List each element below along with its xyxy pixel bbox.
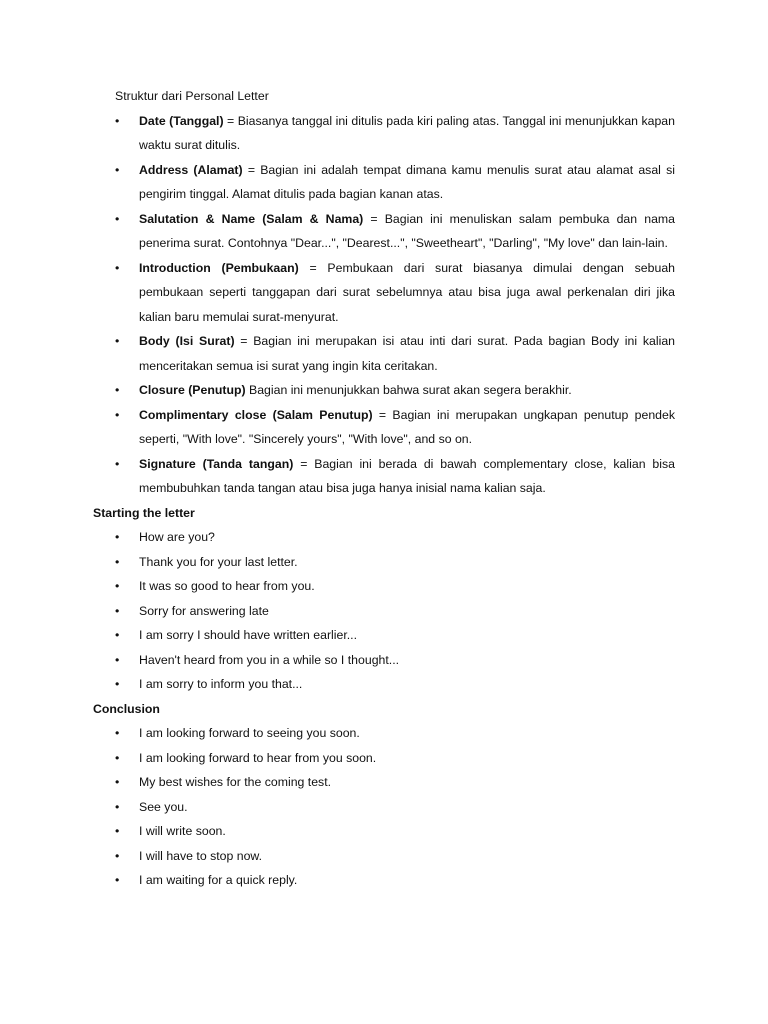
list-item: [115, 819, 675, 844]
description: Bagian ini menunjukkan bahwa surat akan segera berakhir.: [245, 383, 572, 397]
list-item: [115, 868, 675, 893]
item-text: See you.: [139, 799, 188, 814]
item-text: I am looking forward to hear from you soon.: [139, 750, 377, 765]
list-item: [115, 550, 675, 575]
item-text: I am looking forward to seeing you soon.: [139, 726, 360, 740]
term: Introduction (Pembukaan): [139, 260, 299, 275]
item-text: Sorry for answering late: [139, 603, 269, 618]
list-item: [115, 623, 675, 648]
list-item: [115, 844, 675, 869]
list-item: [115, 795, 675, 820]
term: Date (Tanggal): [139, 113, 224, 128]
conclusion-heading: Conclusion: [93, 701, 160, 716]
list-item: [115, 648, 675, 673]
bullet-icon: •: [115, 113, 120, 128]
list-item: [115, 599, 675, 624]
starting-list: [0, 525, 768, 697]
bullet-icon: •: [115, 677, 120, 691]
bullet-icon: •: [115, 652, 120, 667]
list-item: [115, 109, 675, 158]
bullet-icon: •: [115, 799, 120, 814]
list-item: [115, 378, 675, 403]
document-page: [0, 84, 768, 893]
list-item: [115, 329, 675, 378]
section-title: Struktur dari Personal Letter: [115, 89, 269, 103]
list-item: [115, 721, 675, 746]
bullet-icon: •: [115, 824, 120, 838]
item-text: I am sorry to inform you that...: [139, 677, 303, 691]
term: Address (Alamat): [139, 162, 243, 177]
item-text: Haven't heard from you in a while so I thought...: [139, 652, 400, 667]
bullet-icon: •: [115, 211, 120, 226]
bullet-icon: •: [115, 260, 120, 275]
bullet-icon: •: [115, 530, 120, 544]
bullet-icon: •: [115, 162, 120, 177]
bullet-icon: •: [115, 628, 120, 642]
starting-heading: Starting the letter: [93, 505, 195, 520]
bullet-icon: •: [115, 407, 120, 422]
description: = Bagian ini merupakan ungkapan penutup pendek seperti, "With love". "Sincerely yours", "With love", and so on.: [139, 407, 675, 446]
list-item: [115, 256, 675, 330]
description: = Bagian ini menuliskan salam pembuka dan nama penerima surat. Contohnya "Dear...", "Dearest...", "Sweetheart", "Darling", "My love" dan lain-lain.: [139, 211, 675, 250]
list-item: [115, 672, 675, 697]
description: = Bagian ini berada di bawah complementary close, kalian bisa membubuhkan tanda tangan atau bisa juga hanya inisial nama kalian saja.: [139, 456, 675, 495]
item-text: It was so good to hear from you.: [139, 579, 315, 593]
bullet-icon: •: [115, 726, 120, 740]
term: Signature (Tanda tangan): [139, 456, 294, 471]
description: = Biasanya tanggal ini ditulis pada kiri paling atas. Tanggal ini menunjukkan kapan waktu surat ditulis.: [139, 113, 675, 152]
term: Closure (Penutup): [139, 383, 246, 397]
term: Complimentary close (Salam Penutup): [139, 407, 373, 422]
list-item: [115, 207, 675, 256]
bullet-icon: •: [115, 775, 120, 789]
term: Salutation & Name (Salam & Nama): [139, 211, 364, 226]
bullet-icon: •: [115, 334, 120, 348]
bullet-icon: •: [115, 456, 120, 471]
item-text: My best wishes for the coming test.: [139, 775, 332, 789]
item-text: I am sorry I should have written earlier...: [139, 628, 358, 642]
item-text: I will write soon.: [139, 824, 226, 838]
bullet-icon: •: [115, 554, 120, 569]
conclusion-list: [0, 721, 768, 893]
bullet-icon: •: [115, 579, 120, 593]
list-item: [115, 452, 675, 501]
term: Body (Isi Surat): [139, 334, 235, 348]
bullet-icon: •: [115, 873, 120, 887]
list-item: [115, 770, 675, 795]
description: = Bagian ini merupakan isi atau inti dari surat. Pada bagian Body ini kalian menceritakan semua isi surat yang ingin kita ceritakan.: [139, 334, 675, 373]
item-text: I am waiting for a quick reply.: [139, 873, 298, 887]
item-text: I will have to stop now.: [139, 848, 263, 863]
bullet-icon: •: [115, 848, 120, 863]
list-item: [115, 158, 675, 207]
item-text: Thank you for your last letter.: [139, 554, 298, 569]
list-item: [115, 525, 675, 550]
list-item: [115, 746, 675, 771]
description: = Pembukaan dari surat biasanya dimulai dengan sebuah pembukaan seperti tanggapan dari surat sebelumnya atau bisa juga awal perkenalan diri jika kalian baru memulai surat-menyurat.: [139, 260, 675, 324]
item-text: How are you?: [139, 530, 215, 544]
list-item: [115, 403, 675, 452]
structure-list: [0, 109, 768, 501]
bullet-icon: •: [115, 383, 120, 397]
bullet-icon: •: [115, 750, 120, 765]
bullet-icon: •: [115, 603, 120, 618]
list-item: [115, 574, 675, 599]
description: = Bagian ini adalah tempat dimana kamu menulis surat atau alamat asal si pengirim tinggal. Alamat ditulis pada bagian kanan atas.: [139, 162, 675, 201]
